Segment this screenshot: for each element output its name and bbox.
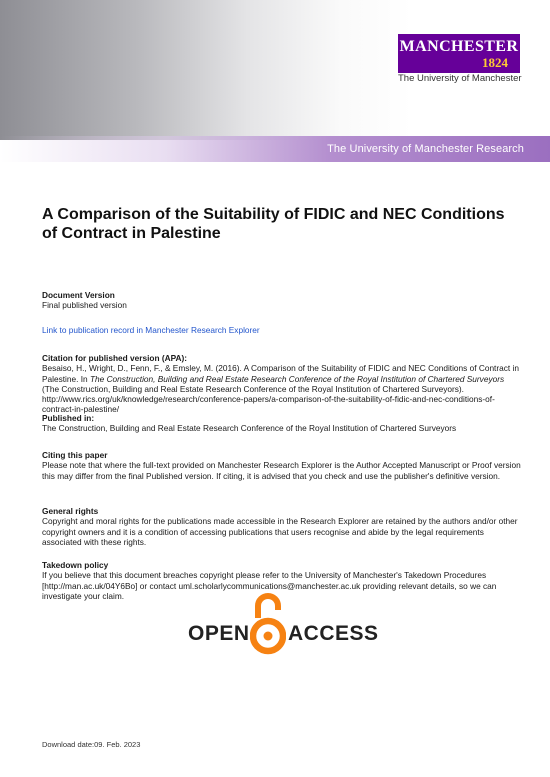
- citation-text-part2: (The Construction, Building and Real Estate Research Conference of the Royal Institution of Chartered Surveyors). http://www.rics.org/uk/knowledge/research/conference-papers/a-comparison-of-the-suitability-of-fidic-and-nec-conditions-of-contract-in-palestine/: [42, 383, 495, 415]
- citation-text-italic: The Construction, Building and Real Estate Research Conference of the Royal Institution of Chartered Surveyors: [89, 373, 505, 384]
- document-version-value: Final published version: [42, 300, 127, 311]
- citing-label: Citing this paper: [42, 450, 108, 460]
- logo-line2: 1824: [482, 55, 508, 70]
- general-rights-label: General rights: [42, 506, 99, 516]
- logo-line1: MANCHESTER: [399, 38, 519, 55]
- citation-label: Citation for published version (APA):: [42, 353, 188, 363]
- publication-link-section: [42, 325, 522, 335]
- published-in-value: The Construction, Building and Real Estate Research Conference of the Royal Institution of Chartered Surveyors: [42, 423, 457, 434]
- manchester-logo: [398, 34, 520, 73]
- document-version-section: [42, 290, 522, 311]
- open-access-logo: [186, 592, 379, 662]
- research-bar-text: The University of Manchester Research: [327, 143, 524, 155]
- citing-section: [42, 450, 522, 481]
- open-access-open-text: OPEN: [188, 622, 250, 645]
- download-date: Download date:09. Feb. 2023: [42, 740, 141, 749]
- open-access-access-text: ACCESS: [288, 622, 379, 645]
- logo-subtitle: The University of Manchester: [398, 73, 522, 84]
- general-rights-section: [42, 506, 522, 547]
- published-in-label: Published in:: [42, 413, 95, 423]
- general-rights-text: Copyright and moral rights for the publications made accessible in the Research Explorer are retained by the authors and/or other copyright owners and it is a condition of accessing publications that users recognise and abide by the legal requirements associated with these rights.: [42, 516, 518, 547]
- publication-record-link[interactable]: Link to publication record in Manchester Research Explorer: [42, 325, 260, 335]
- citation-section: [42, 353, 522, 415]
- document-title: A Comparison of the Suitability of FIDIC and NEC Conditions of Contract in Palestine: [42, 206, 505, 242]
- research-bar: [0, 136, 550, 162]
- citation-text-part1: Besaiso, H., Wright, D., Fenn, F., & Emsley, M. (2016). A Comparison of the Suitability of FIDIC and NEC Conditions of Contract in Palestine. In: [42, 363, 519, 384]
- takedown-label: Takedown policy: [42, 560, 109, 570]
- takedown-text: If you believe that this document breaches copyright please refer to the University of Manchester's Takedown Procedures [http://man.ac.uk/04Y6Bo] or contact uml.scholarlycommunications@manchester.ac.uk providing relevant details, so we can investigate your claim.: [42, 570, 497, 601]
- citing-text: Please note that where the full-text provided on Manchester Research Explorer is the Author Accepted Manuscript or Proof version this may differ from the final Published version. If citing, it is advised that you check and use the publisher's definitive version.: [42, 460, 521, 481]
- published-in-section: [42, 413, 522, 434]
- document-version-label: Document Version: [42, 290, 115, 300]
- open-access-lock-icon: [250, 592, 286, 658]
- header-banner: [0, 0, 550, 162]
